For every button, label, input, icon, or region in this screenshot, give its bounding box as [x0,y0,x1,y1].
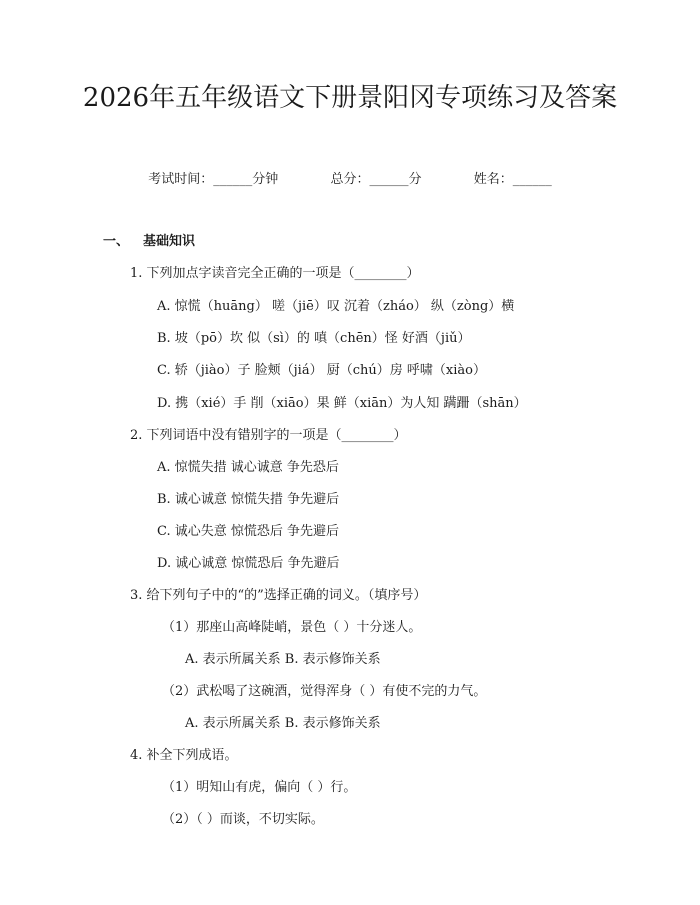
question-3-sub-1-options: A. 表示所属关系 B. 表示修饰关系 [185,652,381,667]
section-label: 基础知识 [143,234,196,249]
question-4-sub-2: （2）（ ）而谈，不切实际。 [162,812,324,827]
question-3-sub-2: （2）武松喝了这碗酒，觉得浑身（ ）有使不完的力气。 [162,684,487,699]
section-number: 一、 [103,234,130,249]
exam-meta [0,168,700,187]
question-3-sub-2-options: A. 表示所属关系 B. 表示修饰关系 [185,716,381,731]
question-2-option-a: A. 惊慌失措 诚心诚意 争先恐后 [157,460,339,475]
exam-time: 考试时间：______分钟 [148,172,279,187]
question-1-option-a: A. 惊慌（huāng） 嗟（jiē）叹 沉着（zháo） 纵（zòng）横 [157,299,515,314]
exam-score: 总分：______分 [330,172,422,187]
section-heading [103,230,195,249]
question-1-stem: 1. 下列加点字读音完全正确的一项是（________） [130,266,420,281]
question-1-option-d: D. 携（xié）手 削（xiāo）果 鲜（xiān）为人知 蹒跚（shān） [157,396,527,411]
page-title: 2026年五年级语文下册景阳冈专项练习及答案 [82,83,618,113]
question-1-option-b: B. 坡（pō）坎 似（sì）的 嗔（chēn）怪 好酒（jiǔ） [157,331,471,346]
question-2-stem: 2. 下列词语中没有错别字的一项是（________） [130,428,407,443]
student-name: 姓名：______ [473,172,552,187]
question-3-sub-1: （1）那座山高峰陡峭，景色（ ）十分迷人。 [162,620,422,635]
question-2-option-d: D. 诚心诚意 惊慌恐后 争先避后 [157,556,340,571]
question-2-option-b: B. 诚心诚意 惊慌失措 争先避后 [157,492,340,507]
question-2-option-c: C. 诚心失意 惊慌恐后 争先避后 [157,524,340,539]
question-4-sub-1: （1）明知山有虎，偏向（ ）行。 [162,780,357,795]
question-3-stem: 3. 给下列句子中的“的”选择正确的词义。（填序号） [130,588,427,603]
question-1-option-c: C. 轿（jiào）子 脸颊（jiá） 厨（chú）房 呼啸（xiào） [157,363,486,378]
question-4-stem: 4. 补全下列成语。 [130,748,238,763]
